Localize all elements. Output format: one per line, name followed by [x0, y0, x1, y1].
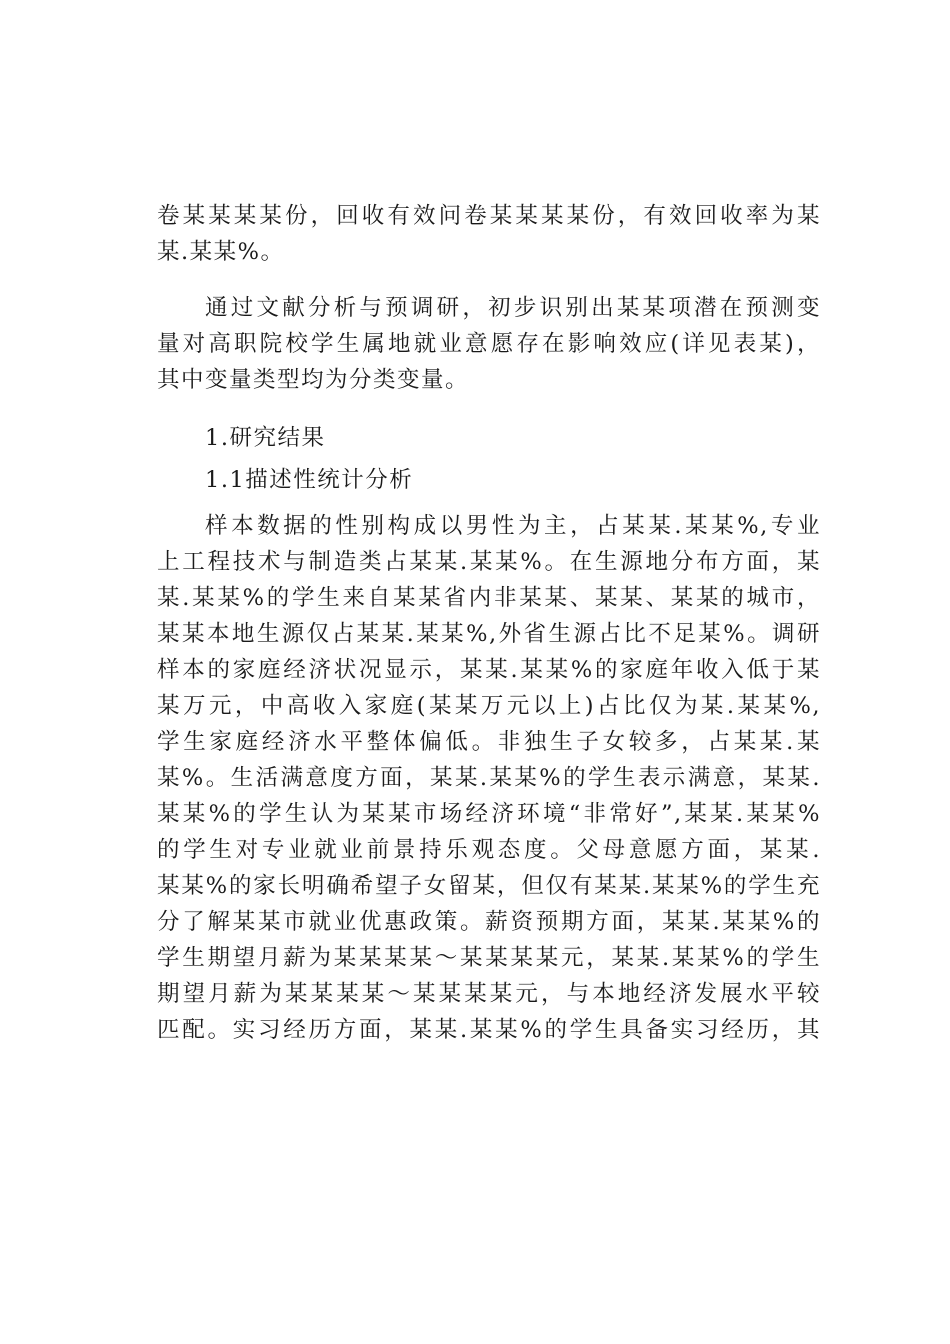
- text-line: 某某%的家长明确希望子女留某，但仅有某某.某某%的学生充: [157, 873, 821, 899]
- text-line: 学生家庭经济水平整体偏低。非独生子女较多，占某某.某: [157, 729, 821, 755]
- text-line: 某.某某%。: [157, 239, 285, 265]
- text-line: 某某%的学生认为某某市场经济环境“非常好”,某某.某某%: [157, 801, 821, 827]
- text-line: 学生期望月薪为某某某某～某某某某元，某某.某某%的学生: [157, 945, 821, 971]
- text-line: 的学生对专业就业前景持乐观态度。父母意愿方面，某某.: [157, 837, 821, 863]
- text-line: 期望月薪为某某某某～某某某某元，与本地经济发展水平较: [157, 981, 821, 1007]
- text-line: 上工程技术与制造类占某某.某某%。在生源地分布方面，某: [157, 549, 821, 575]
- paragraph-continuation: [157, 198, 821, 270]
- paragraph-variables: [157, 290, 821, 398]
- text-line: 样本数据的性别构成以男性为主，占某某.某某%,专业: [205, 513, 821, 539]
- text-line: 某万元，中高收入家庭(某某万元以上)占比仅为某.某某%,: [157, 693, 821, 719]
- text-line: 通过文献分析与预调研，初步识别出某某项潜在预测变: [205, 295, 821, 321]
- section-heading-results: 1.研究结果: [205, 425, 326, 451]
- text-line: 其中变量类型均为分类变量。: [157, 367, 470, 393]
- text-line: 量对高职院校学生属地就业意愿存在影响效应(详见表某)，: [157, 331, 821, 357]
- text-line: 某.某某%的学生来自某某省内非某某、某某、某某的城市，: [157, 585, 821, 611]
- text-line: 样本的家庭经济状况显示，某某.某某%的家庭年收入低于某: [157, 657, 821, 683]
- text-line: 某%。生活满意度方面，某某.某某%的学生表示满意，某某.: [157, 765, 821, 791]
- text-line: 某某本地生源仅占某某.某某%,外省生源占比不足某%。调研: [157, 621, 821, 647]
- subsection-heading-descriptive-stats: 1.1描述性统计分析: [205, 467, 414, 493]
- paragraph-descriptive-stats: [157, 508, 821, 1048]
- text-line: 匹配。实习经历方面，某某.某某%的学生具备实习经历，其: [157, 1017, 821, 1043]
- text-line: 卷某某某某份，回收有效问卷某某某某份，有效回收率为某: [157, 203, 821, 229]
- text-line: 分了解某某市就业优惠政策。薪资预期方面，某某.某某%的: [157, 909, 821, 935]
